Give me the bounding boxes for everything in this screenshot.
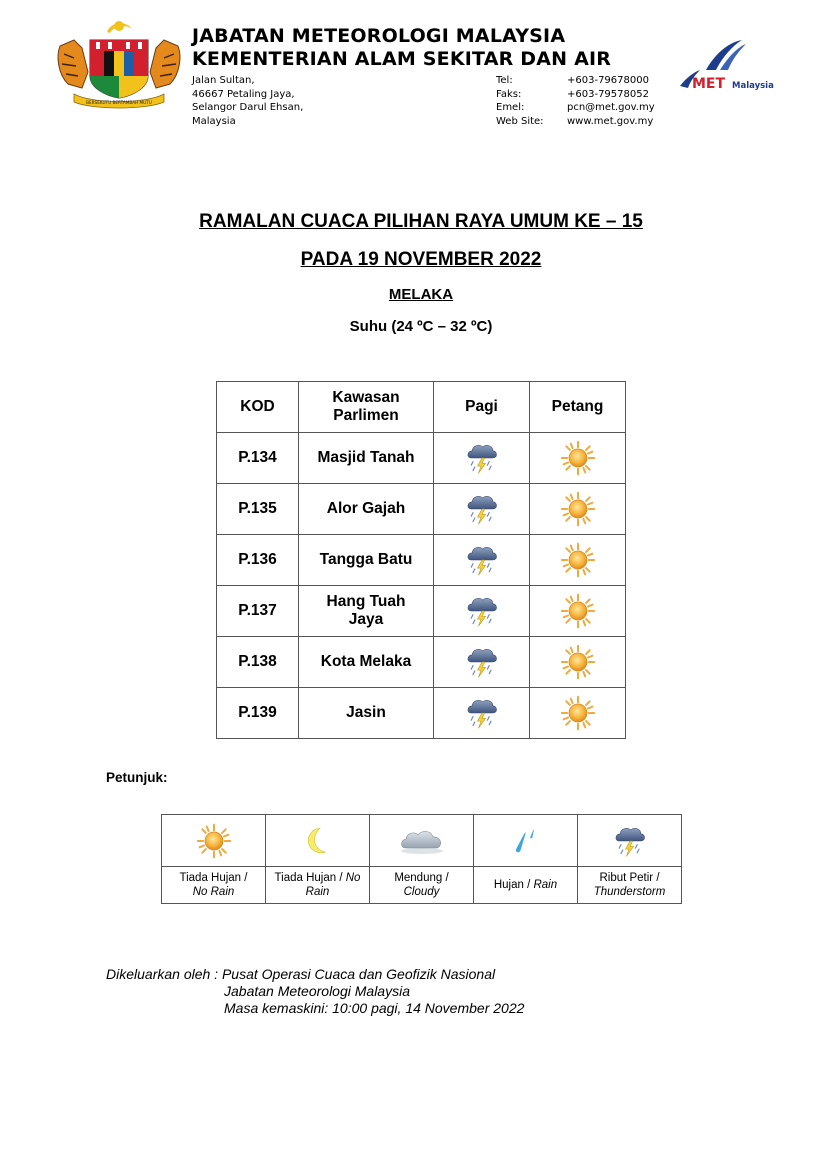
moon-icon [301, 824, 335, 858]
issuer-department: Jabatan Meteorologi Malaysia [224, 983, 410, 999]
petang-cell [530, 637, 626, 688]
legend-icon-cell [578, 815, 682, 867]
kod-cell: P.139 [217, 688, 299, 739]
pagi-cell [434, 688, 530, 739]
address-line: 46667 Petaling Jaya, [192, 88, 295, 100]
petang-cell [530, 586, 626, 637]
sun-icon [560, 593, 596, 629]
legend-icon-cell [370, 815, 474, 867]
thunderstorm-icon [464, 592, 500, 630]
header-kawasan-text: Kawasan Parlimen [332, 389, 400, 424]
legend-icon-row [162, 815, 682, 867]
table-row [217, 586, 626, 637]
thunderstorm-icon [464, 490, 500, 528]
kawasan-cell: Jasin [299, 688, 434, 739]
sun-icon [560, 440, 596, 476]
org-name-line1: JABATAN METEOROLOGI MALAYSIA [192, 25, 566, 47]
legend-heading: Petunjuk: [106, 770, 168, 785]
thunderstorm-icon [464, 439, 500, 477]
legend-label-row [162, 867, 682, 904]
kod-cell: P.136 [217, 535, 299, 586]
legend-label-en: Rain [533, 879, 558, 891]
state-name: MELAKA [388, 286, 454, 303]
pagi-cell [434, 637, 530, 688]
address-line: Malaysia [192, 116, 236, 128]
legend-label-my: Tiada Hujan / [179, 872, 248, 884]
email-value[interactable]: pcn@met.gov.my [567, 102, 655, 114]
legend-label-my: Mendung / [394, 872, 449, 884]
website-label: Web Site: [496, 116, 544, 128]
email-label: Emel: [496, 102, 525, 114]
sun-icon [560, 644, 596, 680]
sun-icon [560, 542, 596, 578]
tel-value: +603-79678000 [567, 75, 649, 86]
legend-label-no-rain [162, 867, 266, 904]
address-block [192, 74, 303, 129]
met-logo-text: MET [692, 76, 726, 92]
legend-label-thunderstorm [578, 867, 682, 904]
temperature-range: Suhu (24 ºC – 32 ºC) [349, 318, 493, 335]
crest-motto: BERSEKUTU BERTAMBAH MUTU [86, 100, 152, 105]
pagi-cell [434, 535, 530, 586]
header-kawasan [299, 382, 434, 433]
sun-icon [196, 823, 232, 859]
kod-cell: P.135 [217, 484, 299, 535]
legend-label-my: Ribut Petir / [599, 872, 660, 884]
kod-cell: P.137 [217, 586, 299, 637]
thunderstorm-icon [612, 822, 648, 860]
petang-cell [530, 484, 626, 535]
kod-cell: P.138 [217, 637, 299, 688]
table-header-row [217, 382, 626, 433]
issued-by-line: Dikeluarkan oleh : Pusat Operasi Cuaca dan Geofizik Nasional [106, 966, 496, 982]
legend-icon-cell [266, 815, 370, 867]
thunderstorm-icon [464, 694, 500, 732]
legend-label-en: No Rain [305, 872, 361, 898]
legend-label-en: No Rain [192, 886, 235, 898]
pagi-cell [434, 484, 530, 535]
legend-label-en: Cloudy [403, 886, 440, 898]
legend-label-rain [474, 867, 578, 904]
legend-label-no-rain-night [266, 867, 370, 904]
header-kod: KOD [217, 382, 299, 433]
issued-by-block [106, 966, 524, 1017]
table-row [217, 688, 626, 739]
legend-icon-cell [474, 815, 578, 867]
contact-block [496, 74, 655, 129]
pagi-cell [434, 433, 530, 484]
malaysia-coat-of-arms [52, 18, 186, 110]
kawasan-cell [299, 586, 434, 637]
tel-label: Tel: [496, 75, 513, 86]
kawasan-cell: Kota Melaka [299, 637, 434, 688]
petang-cell [530, 433, 626, 484]
kawasan-cell: Masjid Tanah [299, 433, 434, 484]
kod-cell: P.134 [217, 433, 299, 484]
legend-label-cloudy [370, 867, 474, 904]
kawasan-cell: Alor Gajah [299, 484, 434, 535]
fax-value: +603-79578052 [567, 88, 649, 100]
fax-label: Faks: [496, 88, 522, 100]
forecast-table [216, 381, 626, 739]
cloud-icon [398, 825, 446, 857]
petang-cell [530, 535, 626, 586]
header-petang: Petang [530, 382, 626, 433]
document-date: PADA 19 NOVEMBER 2022 [300, 249, 542, 270]
document-title: RAMALAN CUACA PILIHAN RAYA UMUM KE – 15 [199, 211, 643, 232]
sun-icon [560, 695, 596, 731]
legend-label-my: Tiada Hujan / [274, 872, 343, 884]
sun-icon [560, 491, 596, 527]
table-row [217, 484, 626, 535]
legend-label-en: Thunderstorm [593, 886, 666, 898]
table-row [217, 637, 626, 688]
legend-label-my: Hujan / [493, 879, 531, 891]
kawasan-cell: Tangga Batu [299, 535, 434, 586]
legend-table [161, 814, 682, 904]
address-line: Selangor Darul Ehsan, [192, 102, 304, 114]
update-time: Masa kemaskini: 10:00 pagi, 14 November 2022 [224, 1000, 525, 1016]
org-name-line2: KEMENTERIAN ALAM SEKITAR DAN AIR [192, 48, 612, 70]
met-logo-subtext: Malaysia [732, 81, 774, 91]
petang-cell [530, 688, 626, 739]
thunderstorm-icon [464, 541, 500, 579]
address-line: Jalan Sultan, [192, 75, 255, 86]
thunderstorm-icon [464, 643, 500, 681]
rain-icon [508, 823, 544, 859]
header-pagi: Pagi [434, 382, 530, 433]
met-malaysia-logo [676, 38, 794, 98]
kawasan-text: Hang Tuah Jaya [326, 593, 406, 628]
website-value[interactable]: www.met.gov.my [567, 116, 654, 128]
pagi-cell [434, 586, 530, 637]
legend-icon-cell [162, 815, 266, 867]
table-row [217, 433, 626, 484]
table-row [217, 535, 626, 586]
